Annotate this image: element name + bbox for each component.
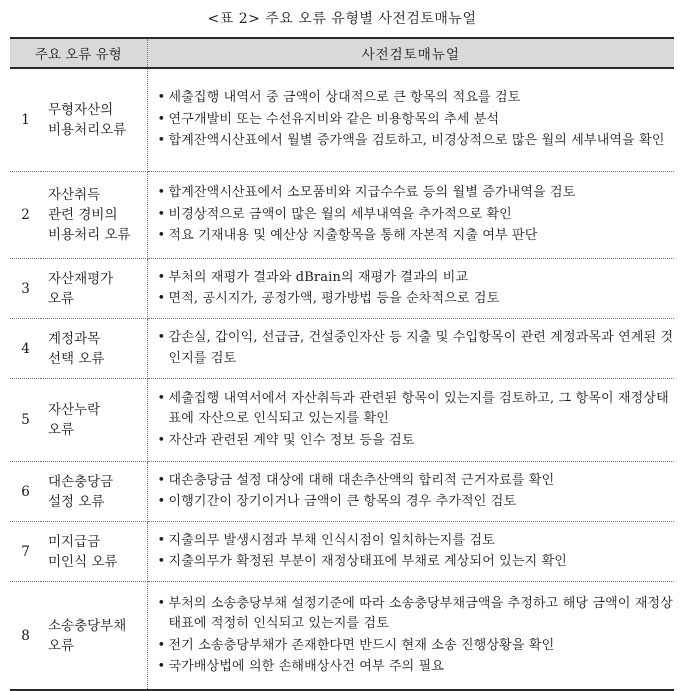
error-type-cell: [41, 379, 147, 462]
manual-cell: [147, 462, 674, 522]
manual-item: • 비경상적으로 금액이 많은 월의 세부내역을 추가적으로 확인: [158, 205, 675, 226]
error-type-line: 비용처리 오류: [48, 227, 131, 243]
manual-cell: [147, 68, 674, 172]
table-caption: <표 2> 주요 오류 유형별 사전검토매뉴얼: [207, 11, 477, 27]
error-type-line: 설정 오류: [48, 493, 105, 510]
manual-item: • 합계잔액시산표에서 소모품비와 지급수수료 등의 월별 증가내역을 검토: [158, 183, 675, 204]
table-row: [10, 172, 674, 259]
manual-item: • 지출의무가 확정된 부분이 재정상태표에 부채로 계상되어 있는지 확인: [158, 552, 675, 573]
header-review-manual: 사전검토매뉴얼: [147, 38, 674, 68]
table-row: [10, 582, 674, 691]
table-row: [10, 319, 674, 379]
manual-item: • 면적, 공시지가, 공정가액, 평가방법 등을 순차적으로 검토: [158, 289, 675, 310]
manual-cell: [147, 582, 674, 691]
table-row: [10, 259, 674, 319]
manual-item: • 부처의 소송충당부채 설정기준에 따라 소송충당부채금액을 추정하고 해당 금액이 재정상태표에 적정히 인식되고 있는지를 검토: [158, 594, 675, 635]
manual-item: • 감손실, 갑이익, 선급금, 건설중인자산 등 지출 및 수입항목이 관련 계정과목과 연계된 것인지를 검토: [158, 328, 675, 369]
manual-cell: [147, 172, 674, 259]
row-number: 4: [10, 319, 41, 379]
manual-cell: [147, 319, 674, 379]
table-row: [10, 68, 674, 172]
error-type-line: 자산취득: [48, 187, 101, 203]
manual-item: • 세출집행 내역서에서 자산취득과 관련된 항목이 있는지를 검토하고, 그 항목이 재정상태표에 자산으로 인식되고 있는지를 확인: [158, 389, 675, 430]
manual-item: • 대손충당금 설정 대상에 대해 대손추산액의 합리적 근거자료를 확인: [158, 471, 675, 492]
error-type-cell: [41, 172, 147, 259]
error-type-line: 오류: [48, 290, 75, 307]
manual-item: • 이행기간이 장기이거나 금액이 큰 항목의 경우 추가적인 검토: [158, 492, 675, 513]
manual-cell: [147, 522, 674, 582]
manual-item: • 자산과 관련된 계약 및 인수 정보 등을 검토: [158, 431, 675, 452]
table-row: [10, 379, 674, 462]
manual-item: • 부처의 재평가 결과와 dBrain의 재평가 결과의 비교: [158, 268, 675, 289]
manual-item: • 적요 기재내용 및 예산상 지출항목을 통해 자본적 지출 여부 판단: [158, 226, 675, 247]
table-header-row: [10, 38, 674, 68]
error-type-cell: [41, 462, 147, 522]
manual-cell: [147, 379, 674, 462]
manual-item: • 국가배상법에 의한 손해배상사건 여부 주의 필요: [158, 657, 675, 678]
error-type-line: 대손충당금: [48, 473, 114, 490]
error-type-line: 미지급금: [48, 533, 101, 550]
error-type-line: 오류: [48, 637, 75, 654]
table-row: [10, 522, 674, 582]
manual-item: • 연구개발비 또는 수선유지비와 같은 비용항목의 추세 분석: [158, 110, 675, 131]
header-error-type: 주요 오류 유형: [10, 38, 147, 68]
error-type-line: 자산누락: [48, 402, 101, 418]
row-number: 1: [10, 68, 41, 172]
row-number: 7: [10, 522, 41, 582]
manual-item: • 전기 소송충당부채가 존재한다면 반드시 현재 소송 진행상황을 확인: [158, 636, 675, 657]
review-manual-table: [10, 37, 674, 691]
row-number: 5: [10, 379, 41, 462]
error-type-cell: [41, 582, 147, 691]
error-type-line: 소송충당부채: [48, 617, 127, 634]
row-number: 3: [10, 259, 41, 319]
error-type-line: 오류: [48, 422, 75, 438]
error-type-line: 무형자산의: [48, 102, 114, 118]
error-type-cell: [41, 319, 147, 379]
error-type-line: 선택 오류: [48, 350, 105, 367]
manual-item: • 지출의무 발생시점과 부채 인식시점이 일치하는지를 검토: [158, 531, 675, 552]
error-type-line: 관련 경비의: [48, 207, 118, 223]
error-type-cell: [41, 259, 147, 319]
manual-item: • 세출집행 내역서 중 금액이 상대적으로 큰 항목의 적요를 검토: [158, 88, 675, 109]
row-number: 8: [10, 582, 41, 691]
error-type-line: 미인식 오류: [48, 553, 118, 570]
error-type-line: 비용처리오류: [48, 122, 127, 138]
error-type-line: 자산재평가: [48, 270, 114, 287]
row-number: 6: [10, 462, 41, 522]
table-row: [10, 462, 674, 522]
row-number: 2: [10, 172, 41, 259]
manual-item: • 합계잔액시산표에서 월별 증가액을 검토하고, 비경상적으로 많은 월의 세부내역을 확인: [158, 131, 675, 152]
error-type-cell: [41, 68, 147, 172]
error-type-line: 계정과목: [48, 330, 101, 347]
error-type-cell: [41, 522, 147, 582]
manual-cell: [147, 259, 674, 319]
